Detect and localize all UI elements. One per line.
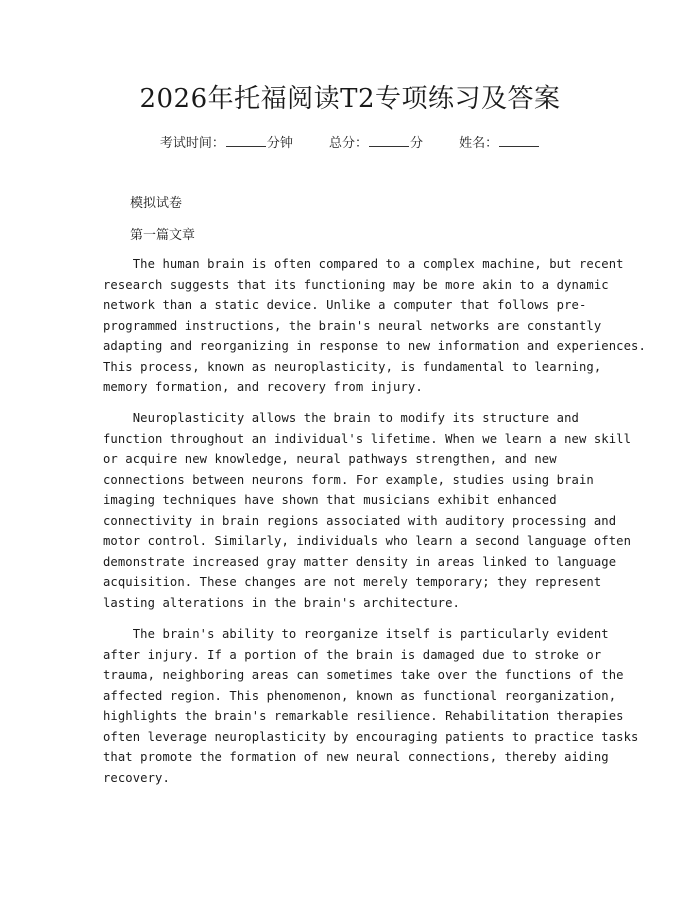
paragraph-line: highlights the brain's remarkable resilience. Rehabilitation therapies [103,709,624,723]
exam-time-label: 考试时间： [159,136,225,151]
passage-paragraph-2 [103,408,632,613]
paragraph-line: research suggests that its functioning may be more akin to a dynamic [103,277,609,292]
paragraph-line: The brain's ability to reorganize itself is particularly evident [103,627,609,641]
passage-paragraph-3 [103,624,639,788]
paragraph-line: connections between neurons form. For example, studies using brain [103,472,594,487]
paragraph-line: often leverage neuroplasticity by encouraging patients to practice tasks [103,729,639,744]
paragraph-line: that promote the formation of new neural connections, thereby aiding [103,750,609,764]
paragraph-line: acquisition. These changes are not merely temporary; they represent [103,575,602,589]
exam-time-unit: 分钟 [266,136,293,151]
paragraph-line: affected region. This phenomenon, known as functional reorganization, [103,688,617,703]
passage-heading: 第一篇文章 [130,228,196,243]
paragraph-line: The human brain is often compared to a complex machine, but recent [103,257,624,271]
paragraph-line: programmed instructions, the brain's neural networks are constantly [103,318,602,333]
paragraph-line: or acquire new knowledge, neural pathways strengthen, and new [103,452,557,466]
paragraph-line: lasting alterations in the brain's architecture. [103,595,460,610]
paragraph-line: Neuroplasticity allows the brain to modify its structure and [103,411,579,425]
paragraph-line: adapting and reorganizing in response to new information and experiences. [103,339,646,353]
exam-time-field [160,136,293,151]
total-score-unit: 分 [410,136,424,151]
name-label: 姓名： [459,136,499,151]
paragraph-line: network than a static device. Unlike a computer that follows pre- [103,298,587,312]
total-score-label: 总分： [328,136,368,151]
paragraph-line: imaging techniques have shown that musicians exhibit enhanced [103,493,557,507]
paragraph-line: trauma, neighboring areas can sometimes take over the functions of the [103,668,624,682]
exam-time-blank [226,133,266,147]
passage-paragraph-1 [103,254,646,398]
paragraph-line: after injury. If a portion of the brain is damaged due to stroke or [103,647,602,662]
page-title: 2026年托福阅读T2专项练习及答案 [139,84,561,114]
paragraph-line: This process, known as neuroplasticity, is fundamental to learning, [103,359,602,374]
paragraph-line: demonstrate increased gray matter density in areas linked to language [103,554,617,569]
name-blank [499,133,539,147]
exam-info-line [0,132,700,151]
paragraph-line: function throughout an individual's lifetime. When we learn a new skill [103,431,632,446]
section-heading: 模拟试卷 [130,196,183,211]
total-score-field [329,136,423,151]
paragraph-line: motor control. Similarly, individuals who learn a second language often [103,534,632,548]
paragraph-line: recovery. [103,770,170,785]
total-score-blank [369,133,409,147]
paragraph-line: connectivity in brain regions associated with auditory processing and [103,513,617,528]
paragraph-line: memory formation, and recovery from injury. [103,380,423,394]
name-field [459,136,540,151]
